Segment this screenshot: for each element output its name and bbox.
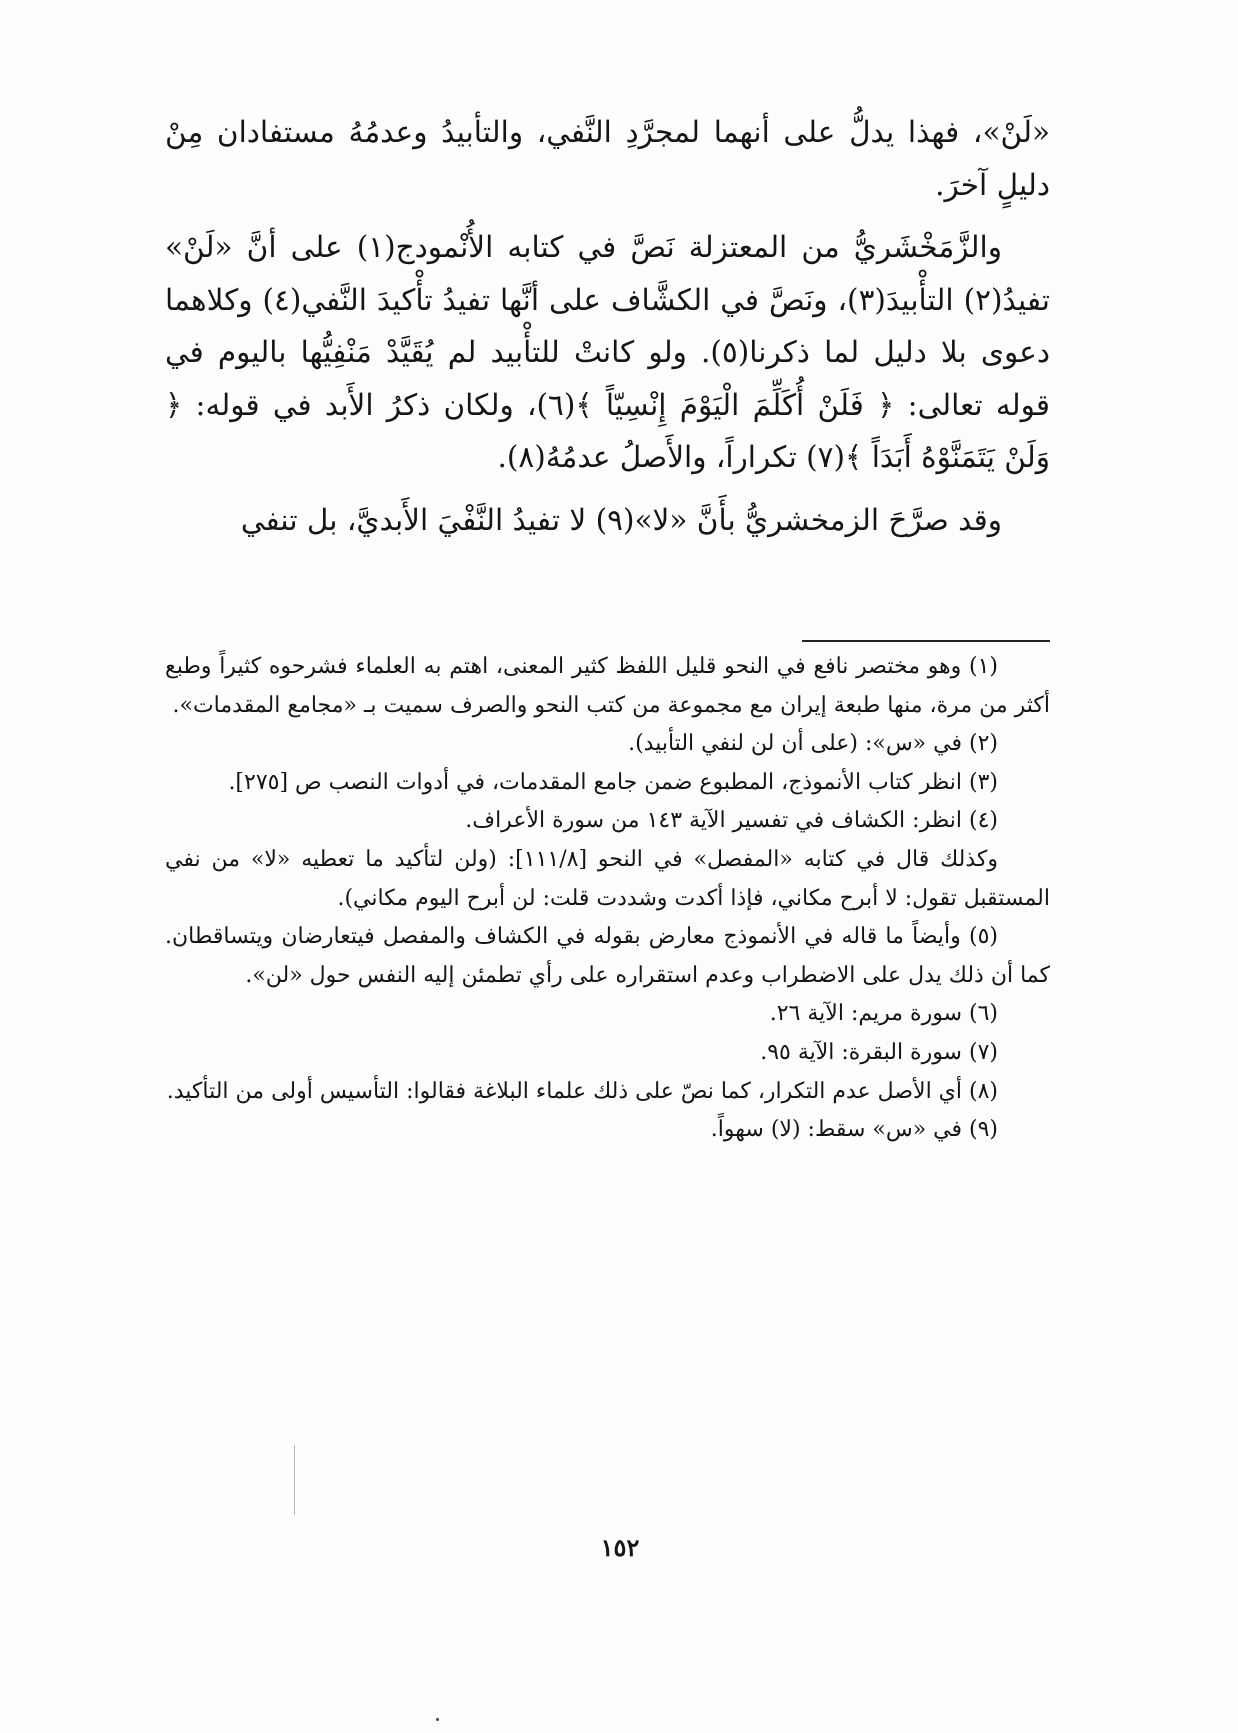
footnote-1: (١) وهو مختصر نافع في النحو قليل اللفظ كثير المعنى، اهتم به العلماء فشرحوه كثيراً وطبع أكثر من مرة، منها طبعة إيران مع مجموعة من كتب النحو والصرف سميت بـ «مجامع المقدمات». (165, 654, 1050, 718)
scan-artifact-line (294, 1445, 295, 1515)
footnotes (165, 648, 1050, 1150)
footnote-4-continuation: وكذلك قال في كتابه «المفصل» في النحو [١١١/٨]: (ولن لتأكيد ما تعطيه «لا» من نفي المستقبل تقول: لا أبرح مكاني، فإذا أكدت وشددت قلت: لن أبرح اليوم مكاني). (165, 846, 1050, 911)
page-number: ١٥٢ (600, 1533, 640, 1562)
footnote-8: (٨) أي الأصل عدم التكرار، كما نصّ على ذلك علماء البلاغة فقالوا: التأسيس أولى من التأكيد. (166, 1078, 998, 1104)
footnote-9: (٩) في «س» سقط: (لا) سهواً. (710, 1117, 998, 1143)
scan-artifact-dot (436, 1718, 439, 1721)
paragraph-3: وقد صرَّحَ الزمخشريُّ بأَنَّ «لا»(٩) لا تفيدُ النَّفْيَ الأَبديَّ، بل تنفي (240, 502, 1002, 537)
footnote-6: (٦) سورة مريم: الآية ٢٦. (769, 1001, 998, 1027)
footnote-separator (802, 640, 1050, 642)
footnote-5: (٥) وأيضاً ما قاله في الأنموذج معارض بقوله في الكشاف والمفصل فيتعارضان ويتساقطان. كما أن ذلك يدل على الاضطراب وعدم استقراره على رأي تطمئن إليه النفس حول «لن». (165, 924, 1050, 988)
main-text (165, 106, 1050, 556)
footnote-4: (٤) انظر: الكشاف في تفسير الآية ١٤٣ من سورة الأعراف. (465, 808, 998, 834)
paragraph-1: «لَنْ»، فهذا يدلُّ على أنهما لمجرَّدِ النَّفي، والتأبيدُ وعدمُهُ مستفادان مِنْ دليلٍ آخرَ. (165, 115, 1050, 202)
footnote-2: (٢) في «س»: (على أن لن لنفي التأبيد). (628, 731, 998, 757)
paragraph-2: والزَّمَخْشَريُّ من المعتزلة نَصَّ في كتابه الأُنْمودج(١) على أنَّ «لَنْ» تفيدُ(٢) التأْبيدَ(٣)، ونَصَّ في الكشَّاف على أنَّها تفيدُ تأْكيدَ النَّفي(٤) وكلاهما دعوى بلا دليل لما ذكرنا(٥). ولو كانتْ للتأْبيد لم يُقَيَّدْ مَنْفِيُّها باليوم في قوله تعالى: ﴿ فَلَنْ أُكَلِّمَ الْيَوْمَ إِنْسِيّاً ﴾(٦)، ولكان ذكرُ الأَبد في قوله: ﴿ وَلَنْ يَتَمَنَّوْهُ أَبَدَاً ﴾(٧) تكراراً، والأَصلُ عدمُهُ(٨). (165, 230, 1050, 474)
footnote-7: (٧) سورة البقرة: الآية ٩٥. (760, 1039, 998, 1065)
footnote-3: (٣) انظر كتاب الأنموذج، المطبوع ضمن جامع المقدمات، في أدوات النصب ص [٢٧٥]. (228, 769, 998, 795)
